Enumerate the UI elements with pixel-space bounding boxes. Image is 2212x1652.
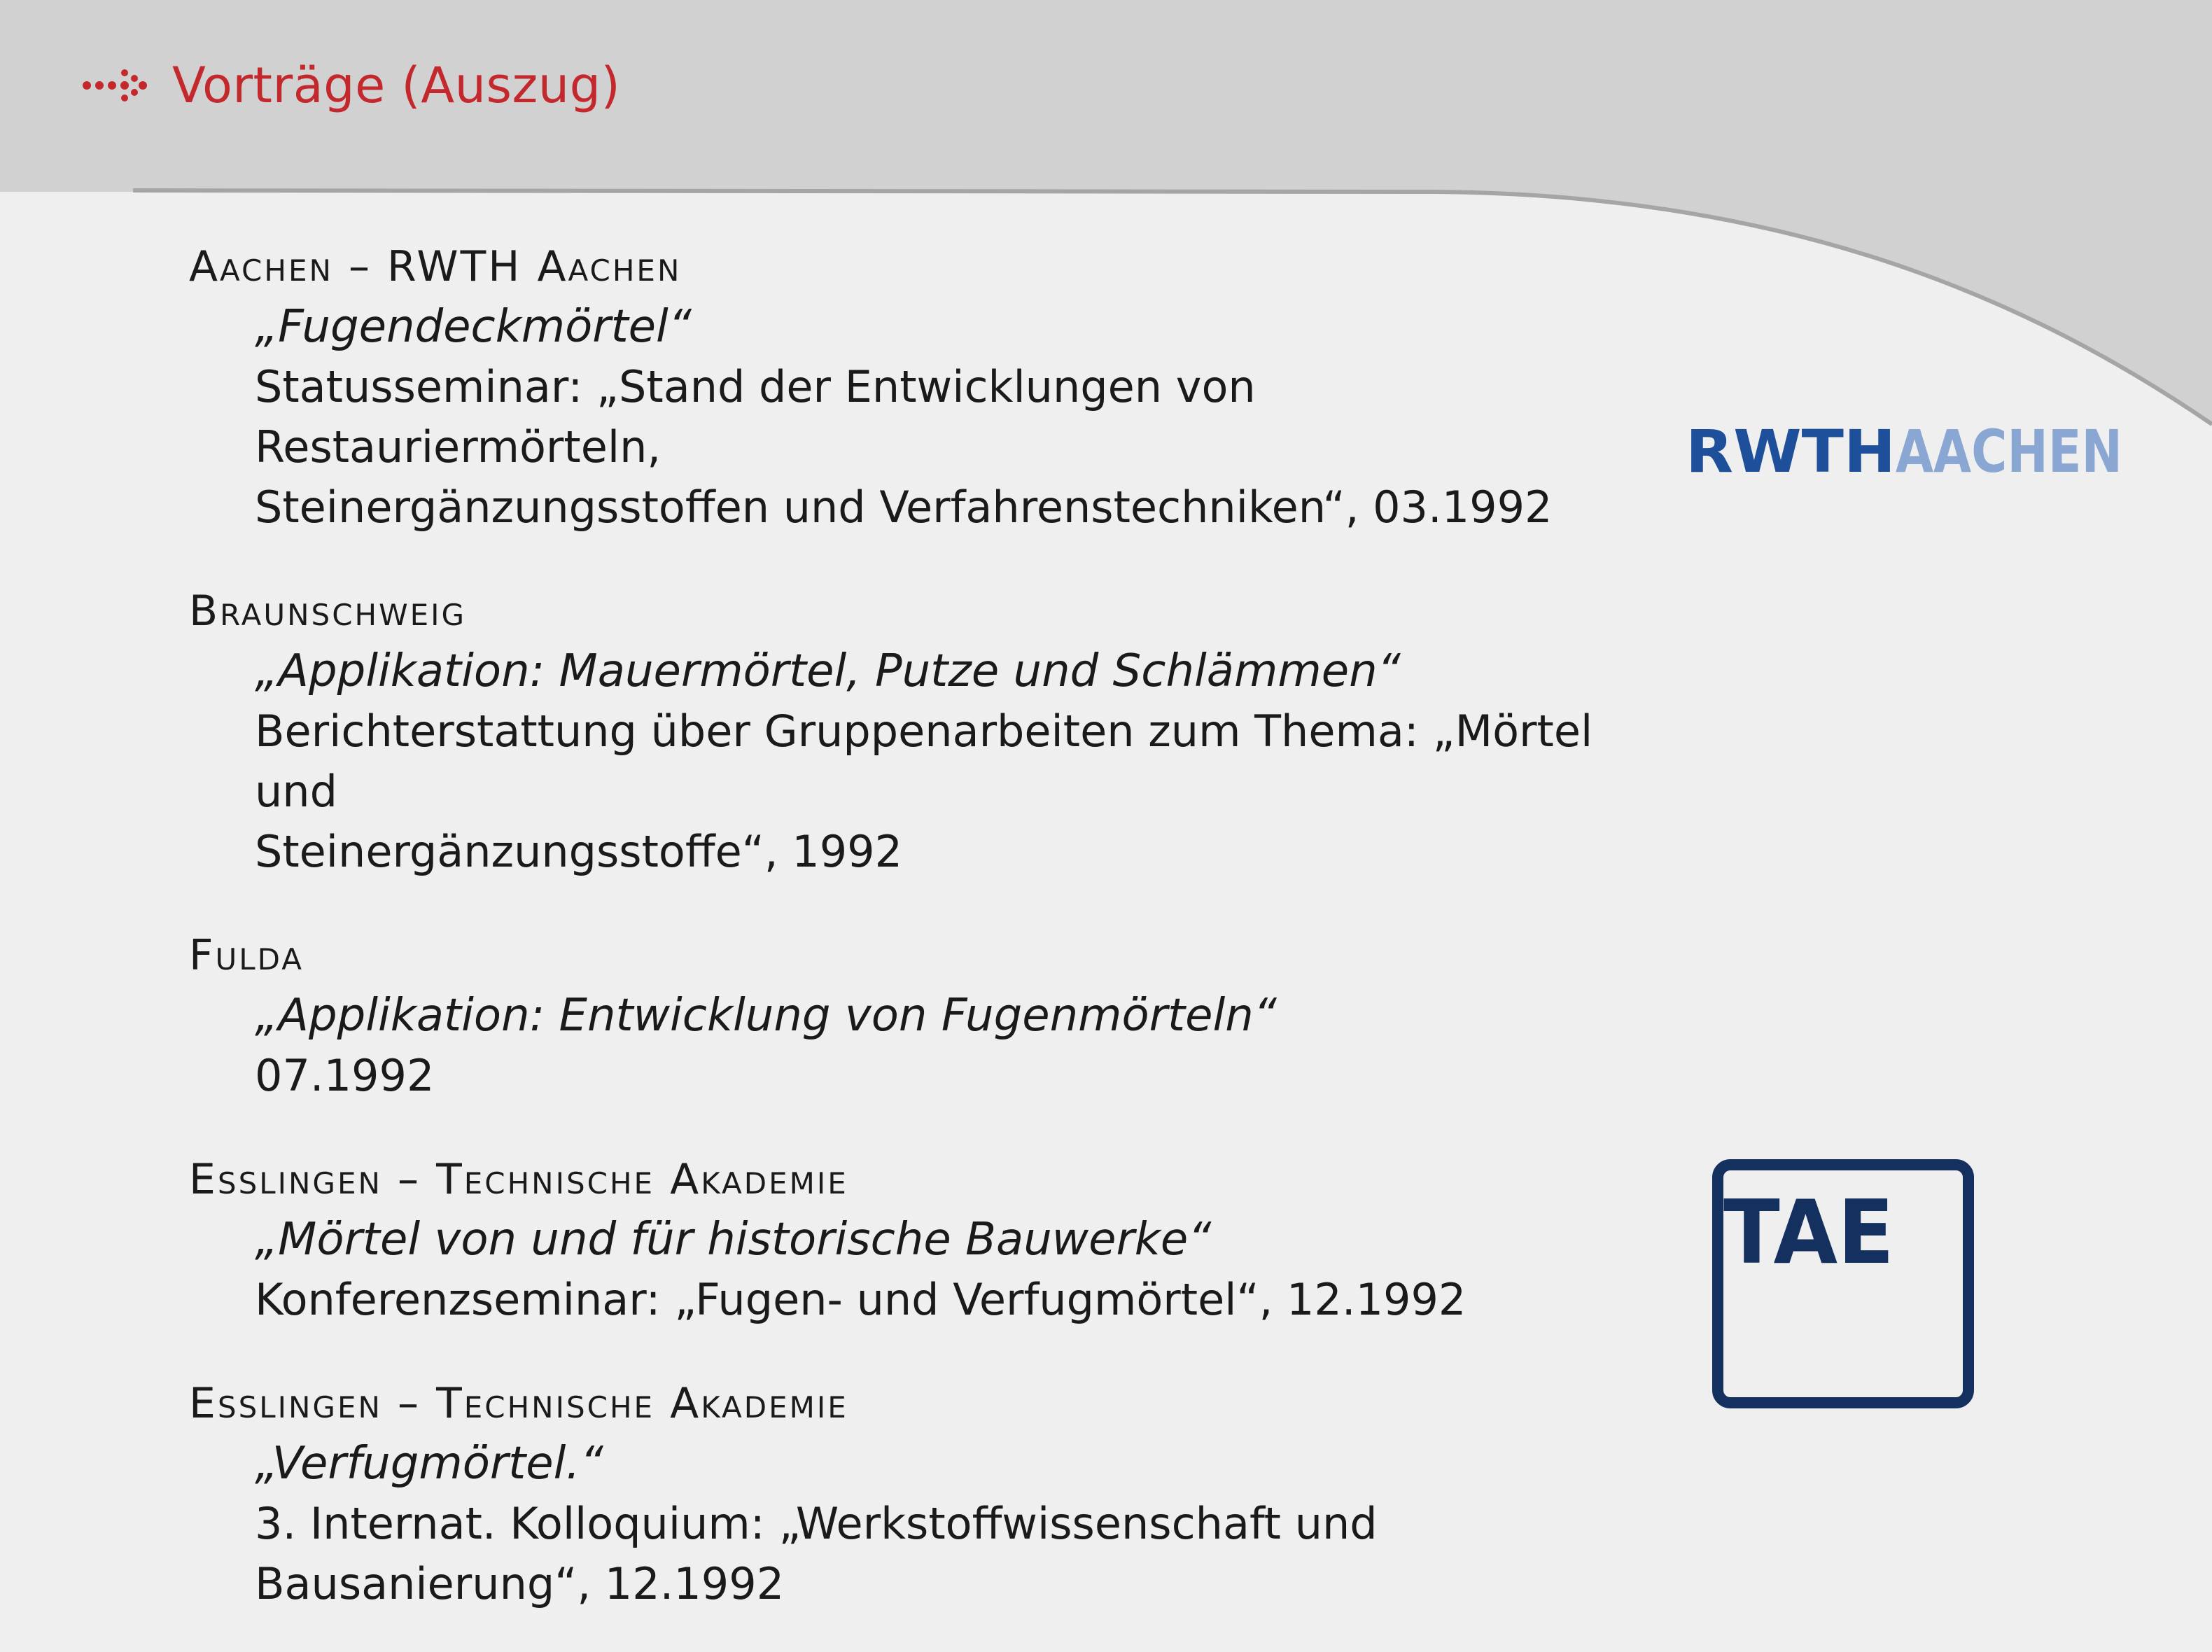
- list-item: [189, 1149, 1645, 1330]
- entry-location: Fulda: [189, 931, 304, 980]
- talks-list: [189, 237, 1645, 1614]
- entry-detail: 3. Internat. Kolloquium: „Werkstoffwissenschaft und Bausanierung“, 12.1992: [255, 1498, 1378, 1609]
- list-item: [189, 1373, 1645, 1614]
- rwth-aachen-logo: [1686, 417, 2124, 486]
- entry-detail: Konferenzseminar: „Fugen- und Verfugmörtel“, 12.1992: [255, 1274, 1466, 1325]
- entry-talk-title: „Verfugmörtel.“: [255, 1438, 603, 1490]
- header: [81, 50, 620, 120]
- tae-logo-text: TAE: [1723, 1181, 1894, 1284]
- entry-location: Esslingen – Technische Akademie: [189, 1155, 848, 1204]
- tae-logo: [1712, 1159, 1974, 1408]
- entry-talk-title: „Mörtel von und für historische Bauwerke“: [255, 1214, 1212, 1266]
- entry-detail: Statusseminar: „Stand der Entwicklungen von Restauriermörteln, Steinergänzungsstoffen und Verfahrenstechniken“, 03.1992: [255, 361, 1553, 533]
- entry-talk-title: „Applikation: Entwicklung von Fugenmörteln“: [255, 990, 1277, 1042]
- entry-location: Braunschweig: [189, 587, 467, 636]
- page-title: Vorträge (Auszug): [172, 57, 621, 114]
- dotted-arrow-icon: [81, 64, 148, 106]
- list-item: [189, 925, 1645, 1106]
- entry-talk-title: „Applikation: Mauermörtel, Putze und Schlämmen“: [255, 645, 1401, 697]
- rwth-logo-part1: RWTH: [1686, 417, 1896, 486]
- entry-detail: Berichterstattung über Gruppenarbeiten zum Thema: „Mörtel und Steinergänzungsstoffe“, 1992: [255, 706, 1593, 877]
- entry-detail: 07.1992: [255, 1050, 435, 1101]
- list-item: [189, 237, 1645, 538]
- list-item: [189, 581, 1645, 882]
- entry-location: Aachen – RWTH Aachen: [189, 242, 682, 291]
- rwth-logo-part2: AACHEN: [1896, 417, 2122, 486]
- entry-talk-title: „Fugendeckmörtel“: [255, 301, 692, 353]
- entry-location: Esslingen – Technische Akademie: [189, 1379, 848, 1428]
